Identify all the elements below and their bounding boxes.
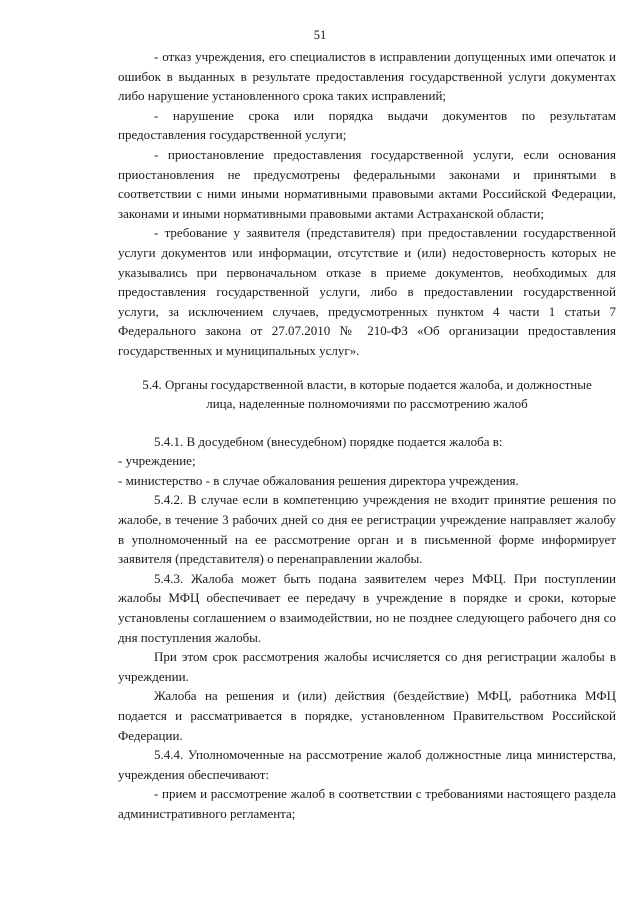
paragraph-5-4-4: 5.4.4. Уполномоченные на рассмотрение жалоб должностные лица министерства, учреждения обеспечивают: (118, 747, 616, 782)
paragraph: - требование у заявителя (представителя) при предоставлении государственной услуги документов или информации, отсутствие и (или) недостоверность которых не указывались при первоначальном отказе в приеме документов, необходимых для предоставления государственной услуги, либо в предоставлении государственной услуги, за исключением случаев, предусмотренных пунктом 4 части 1 статьи 7 Федерального закона от 27.07.2010 № 210-ФЗ «Об организации предоставления государственных и муниципальных услуг». (118, 225, 616, 358)
paragraph-5-4-1: 5.4.1. В досудебном (внесудебном) порядке подается жалоба в: (154, 433, 503, 449)
paragraph: Жалоба на решения и (или) действия (бездействие) МФЦ, работника МФЦ подается и рассматривается в порядке, установленном Правительством Российской Федерации. (118, 688, 616, 743)
list-item: - министерство - в случае обжалования решения директора учреждения. (118, 472, 519, 488)
paragraph-5-4-3: 5.4.3. Жалоба может быть подана заявителем через МФЦ. При поступлении жалобы МФЦ обеспечивает ее передачу в учреждение в порядке и сроки, которые установлены соглашением о взаимодействии, но не позднее следующего рабочего дня со дня поступления жалобы. (118, 570, 616, 645)
paragraph: - приостановление предоставления государственной услуги, если основания приостановления не предусмотрены федеральными законами и принятыми в соответствии с ними иными нормативными правовыми актами Российской Федерации, законами и иными нормативными правовыми актами Астраханской области; (118, 146, 616, 221)
paragraph-5-4-2: 5.4.2. В случае если в компетенцию учреждения не входит принятие решения по жалобе, в течение 3 рабочих дней со дня ее регистрации учреждение направляет жалобу в уполномоченный на ее рассмотрение орган и в письменной форме информирует заявителя (представителя) о перенаправлении жалобы. (118, 492, 616, 567)
page-number: 51 (313, 28, 327, 42)
paragraph: При этом срок рассмотрения жалобы исчисляется со дня регистрации жалобы в учреждении. (118, 649, 616, 684)
paragraph: - нарушение срока или порядка выдачи документов по результатам предоставления государственной услуги; (118, 107, 616, 143)
document-body (118, 47, 616, 824)
paragraph: - отказ учреждения, его специалистов в исправлении допущенных ими опечаток и ошибок в выданных в результате предоставления государственной услуги документах либо нарушение установленного срока таких исправлений; (118, 49, 616, 104)
section-heading: 5.4. Органы государственной власти, в которые подается жалоба, и должностные лица, наделенные полномочиями по рассмотрению жалоб (142, 376, 592, 412)
list-item: - учреждение; (118, 453, 196, 469)
list-item: - прием и рассмотрение жалоб в соответствии с требованиями настоящего раздела административного регламента; (118, 786, 616, 821)
